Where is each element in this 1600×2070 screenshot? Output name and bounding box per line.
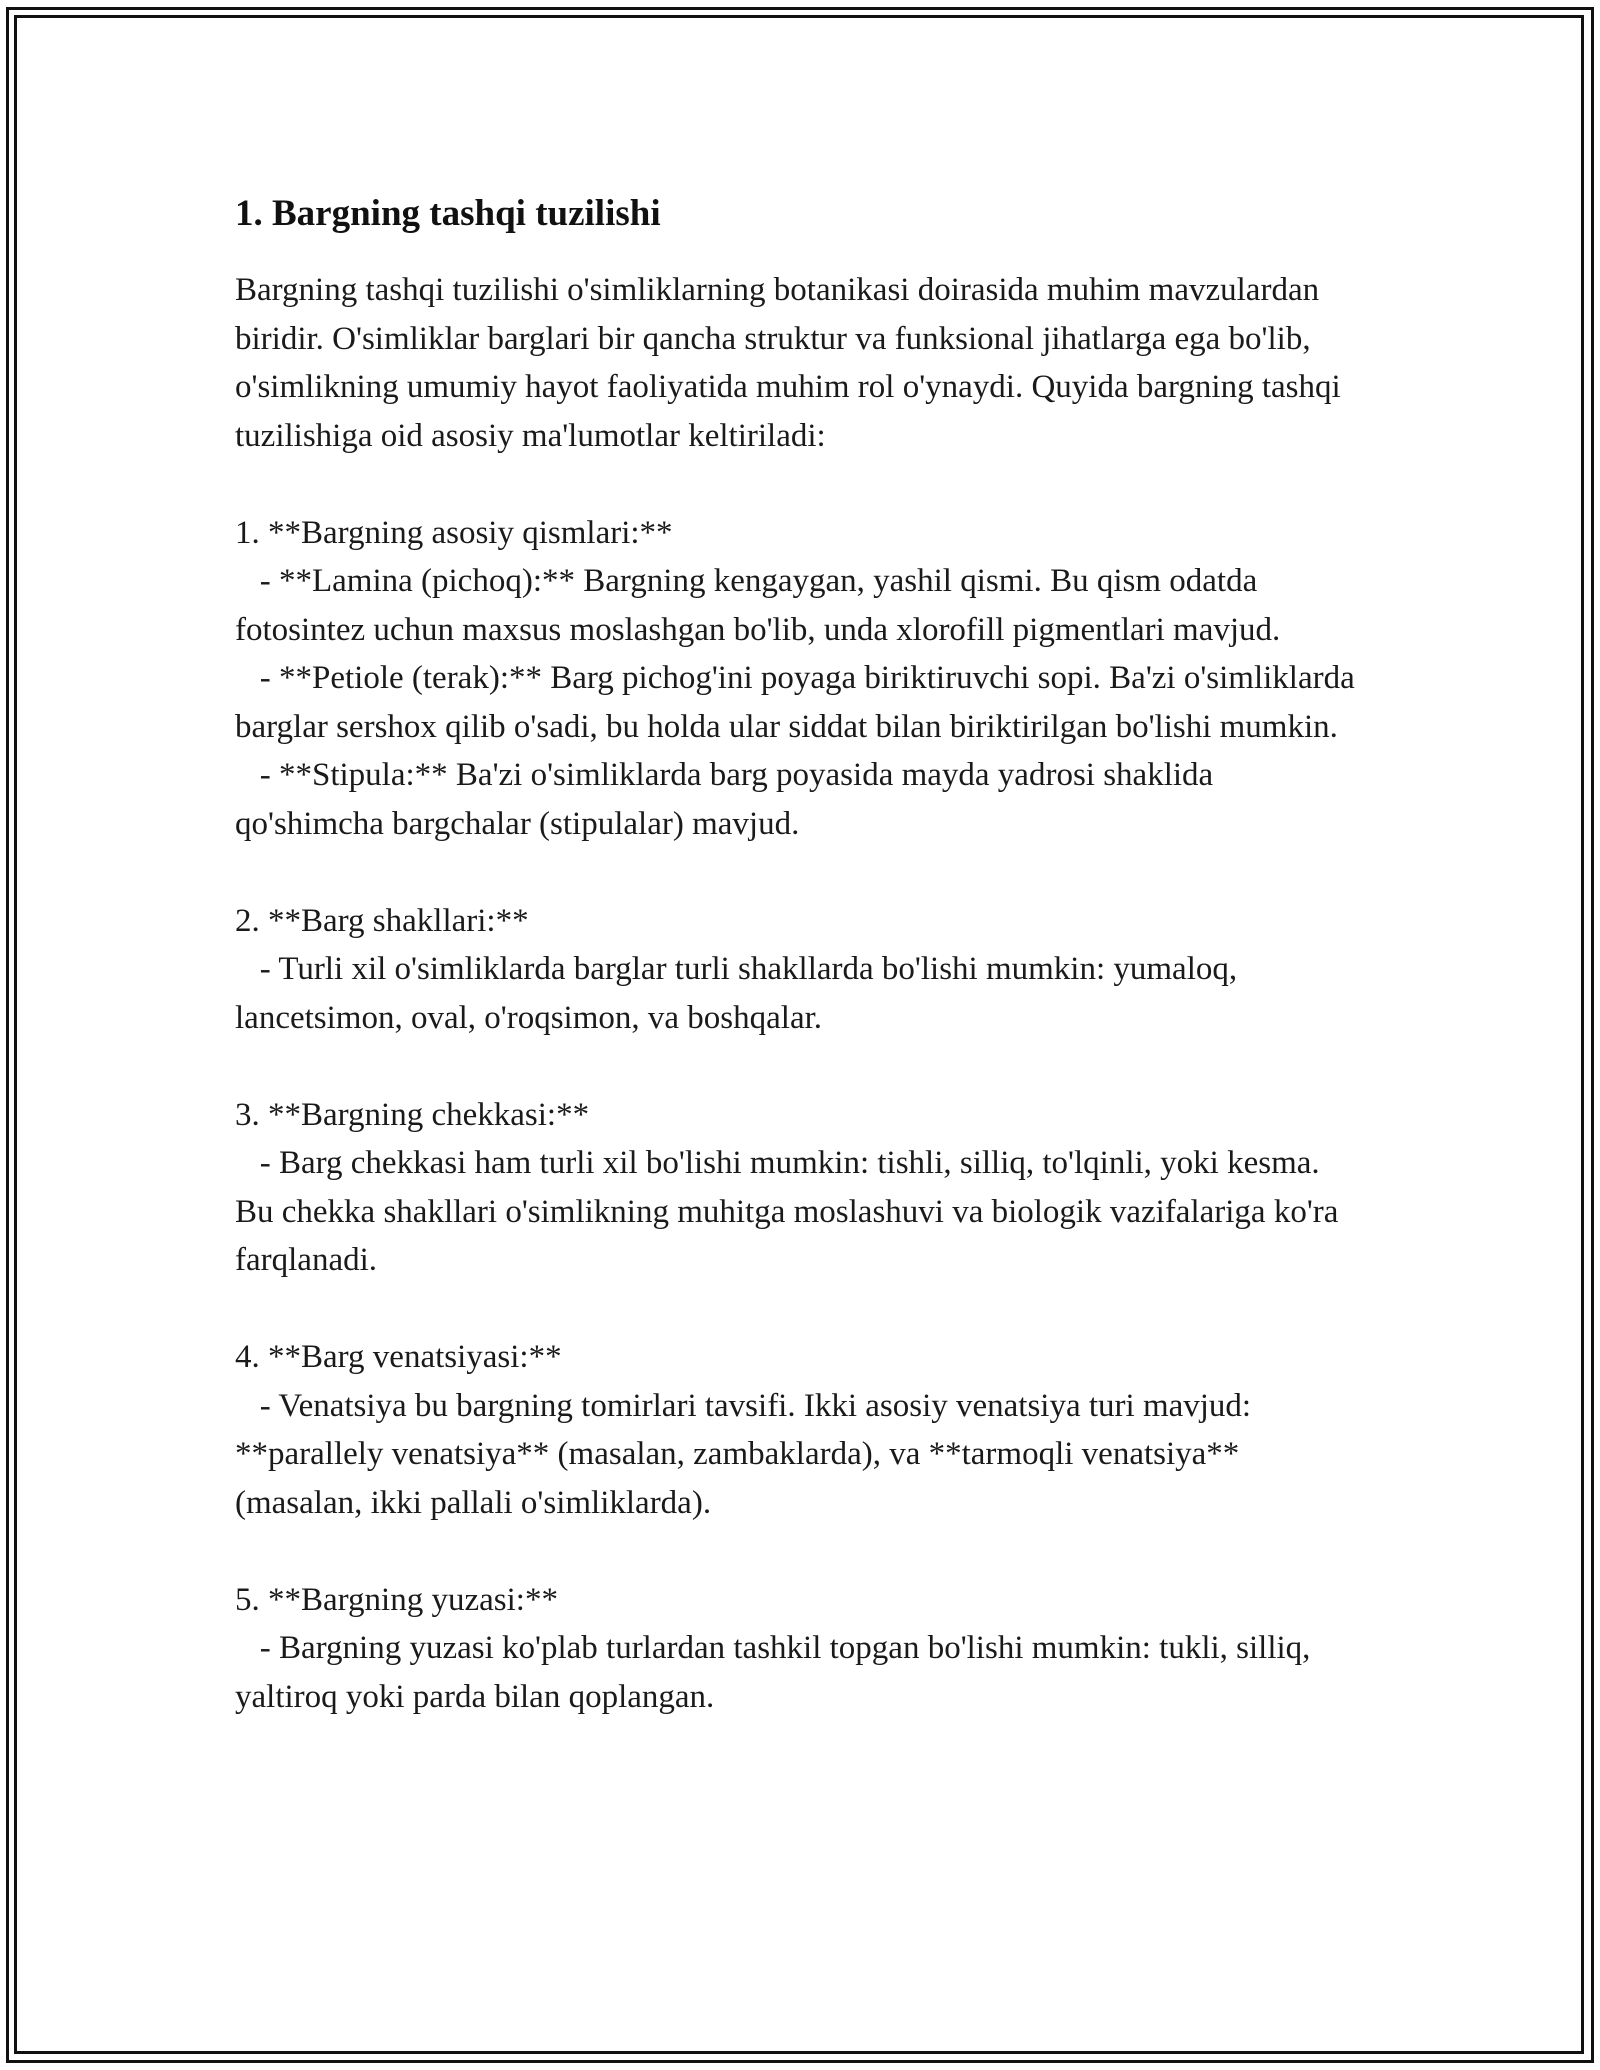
document-body	[235, 190, 1365, 1721]
section-item: - **Stipula:** Ba'zi o'simliklarda barg poyasida mayda yadrosi shaklida qo'shimcha bargchalar (stipulalar) mavjud.	[235, 757, 1222, 842]
section-item: - **Lamina (pichoq):** Bargning kengaygan, yashil qismi. Bu qism odatda fotosintez uchun maxsus moslashgan bo'lib, unda xlorofill pigmentlari mavjud.	[235, 563, 1281, 648]
section-item: - Venatsiya bu bargning tomirlari tavsifi. Ikki asosiy venatsiya turi mavjud: **parallely venatsiya** (masalan, zambaklarda), va **tarmoqli venatsiya** (masalan, ikki pallali o'simliklarda).	[235, 1387, 1260, 1521]
spacer	[235, 848, 1365, 897]
section-heading: 4. **Barg venatsiyasi:**	[235, 1339, 562, 1375]
section-heading: 1. **Bargning asosiy qismlari:**	[235, 514, 673, 551]
document-title: 1. Bargning tashqi tuzilishi	[235, 193, 661, 234]
spacer	[235, 1285, 1365, 1334]
section-heading: 2. **Barg shakllari:**	[235, 902, 529, 939]
spacer	[235, 1042, 1365, 1091]
section-item: - Bargning yuzasi ko'plab turlardan tashkil topgan bo'lishi mumkin: tukli, silliq, yaltiroq yoki parda bilan qoplangan.	[235, 1630, 1319, 1715]
section-item: - **Petiole (terak):** Barg pichog'ini poyaga biriktiruvchi sopi. Ba'zi o'simliklarda barglar sershox qilib o'sadi, bu holda ular siddat bilan biriktirilgan bo'lishi mumkin.	[235, 660, 1363, 745]
intro-paragraph: Bargning tashqi tuzilishi o'simliklarning botanikasi doirasida muhim mavzulardan biridir. O'simliklar barglari bir qancha struktur va funksional jihatlarga ega bo'lib, o'simlikning umumiy hayot faoliyatida muhim rol o'ynaydi. Quyida bargning tashqi tuzilishiga oid asosiy ma'lumotlar keltiriladi:	[235, 272, 1349, 454]
section-item: - Barg chekkasi ham turli xil bo'lishi mumkin: tishli, silliq, to'lqinli, yoki kesma. Bu chekka shakllari o'simlikning muhitga moslashuvi va biologik vazifalariga ko'ra farqlanadi.	[235, 1145, 1347, 1278]
spacer	[235, 460, 1365, 509]
section-heading: 5. **Bargning yuzasi:**	[235, 1581, 558, 1618]
spacer	[235, 1527, 1365, 1576]
section-item: - Turli xil o'simliklarda barglar turli shakllarda bo'lishi mumkin: yumaloq, lancetsimon, oval, o'roqsimon, va boshqalar.	[235, 951, 1246, 1036]
section-heading: 3. **Bargning chekkasi:**	[235, 1096, 590, 1133]
